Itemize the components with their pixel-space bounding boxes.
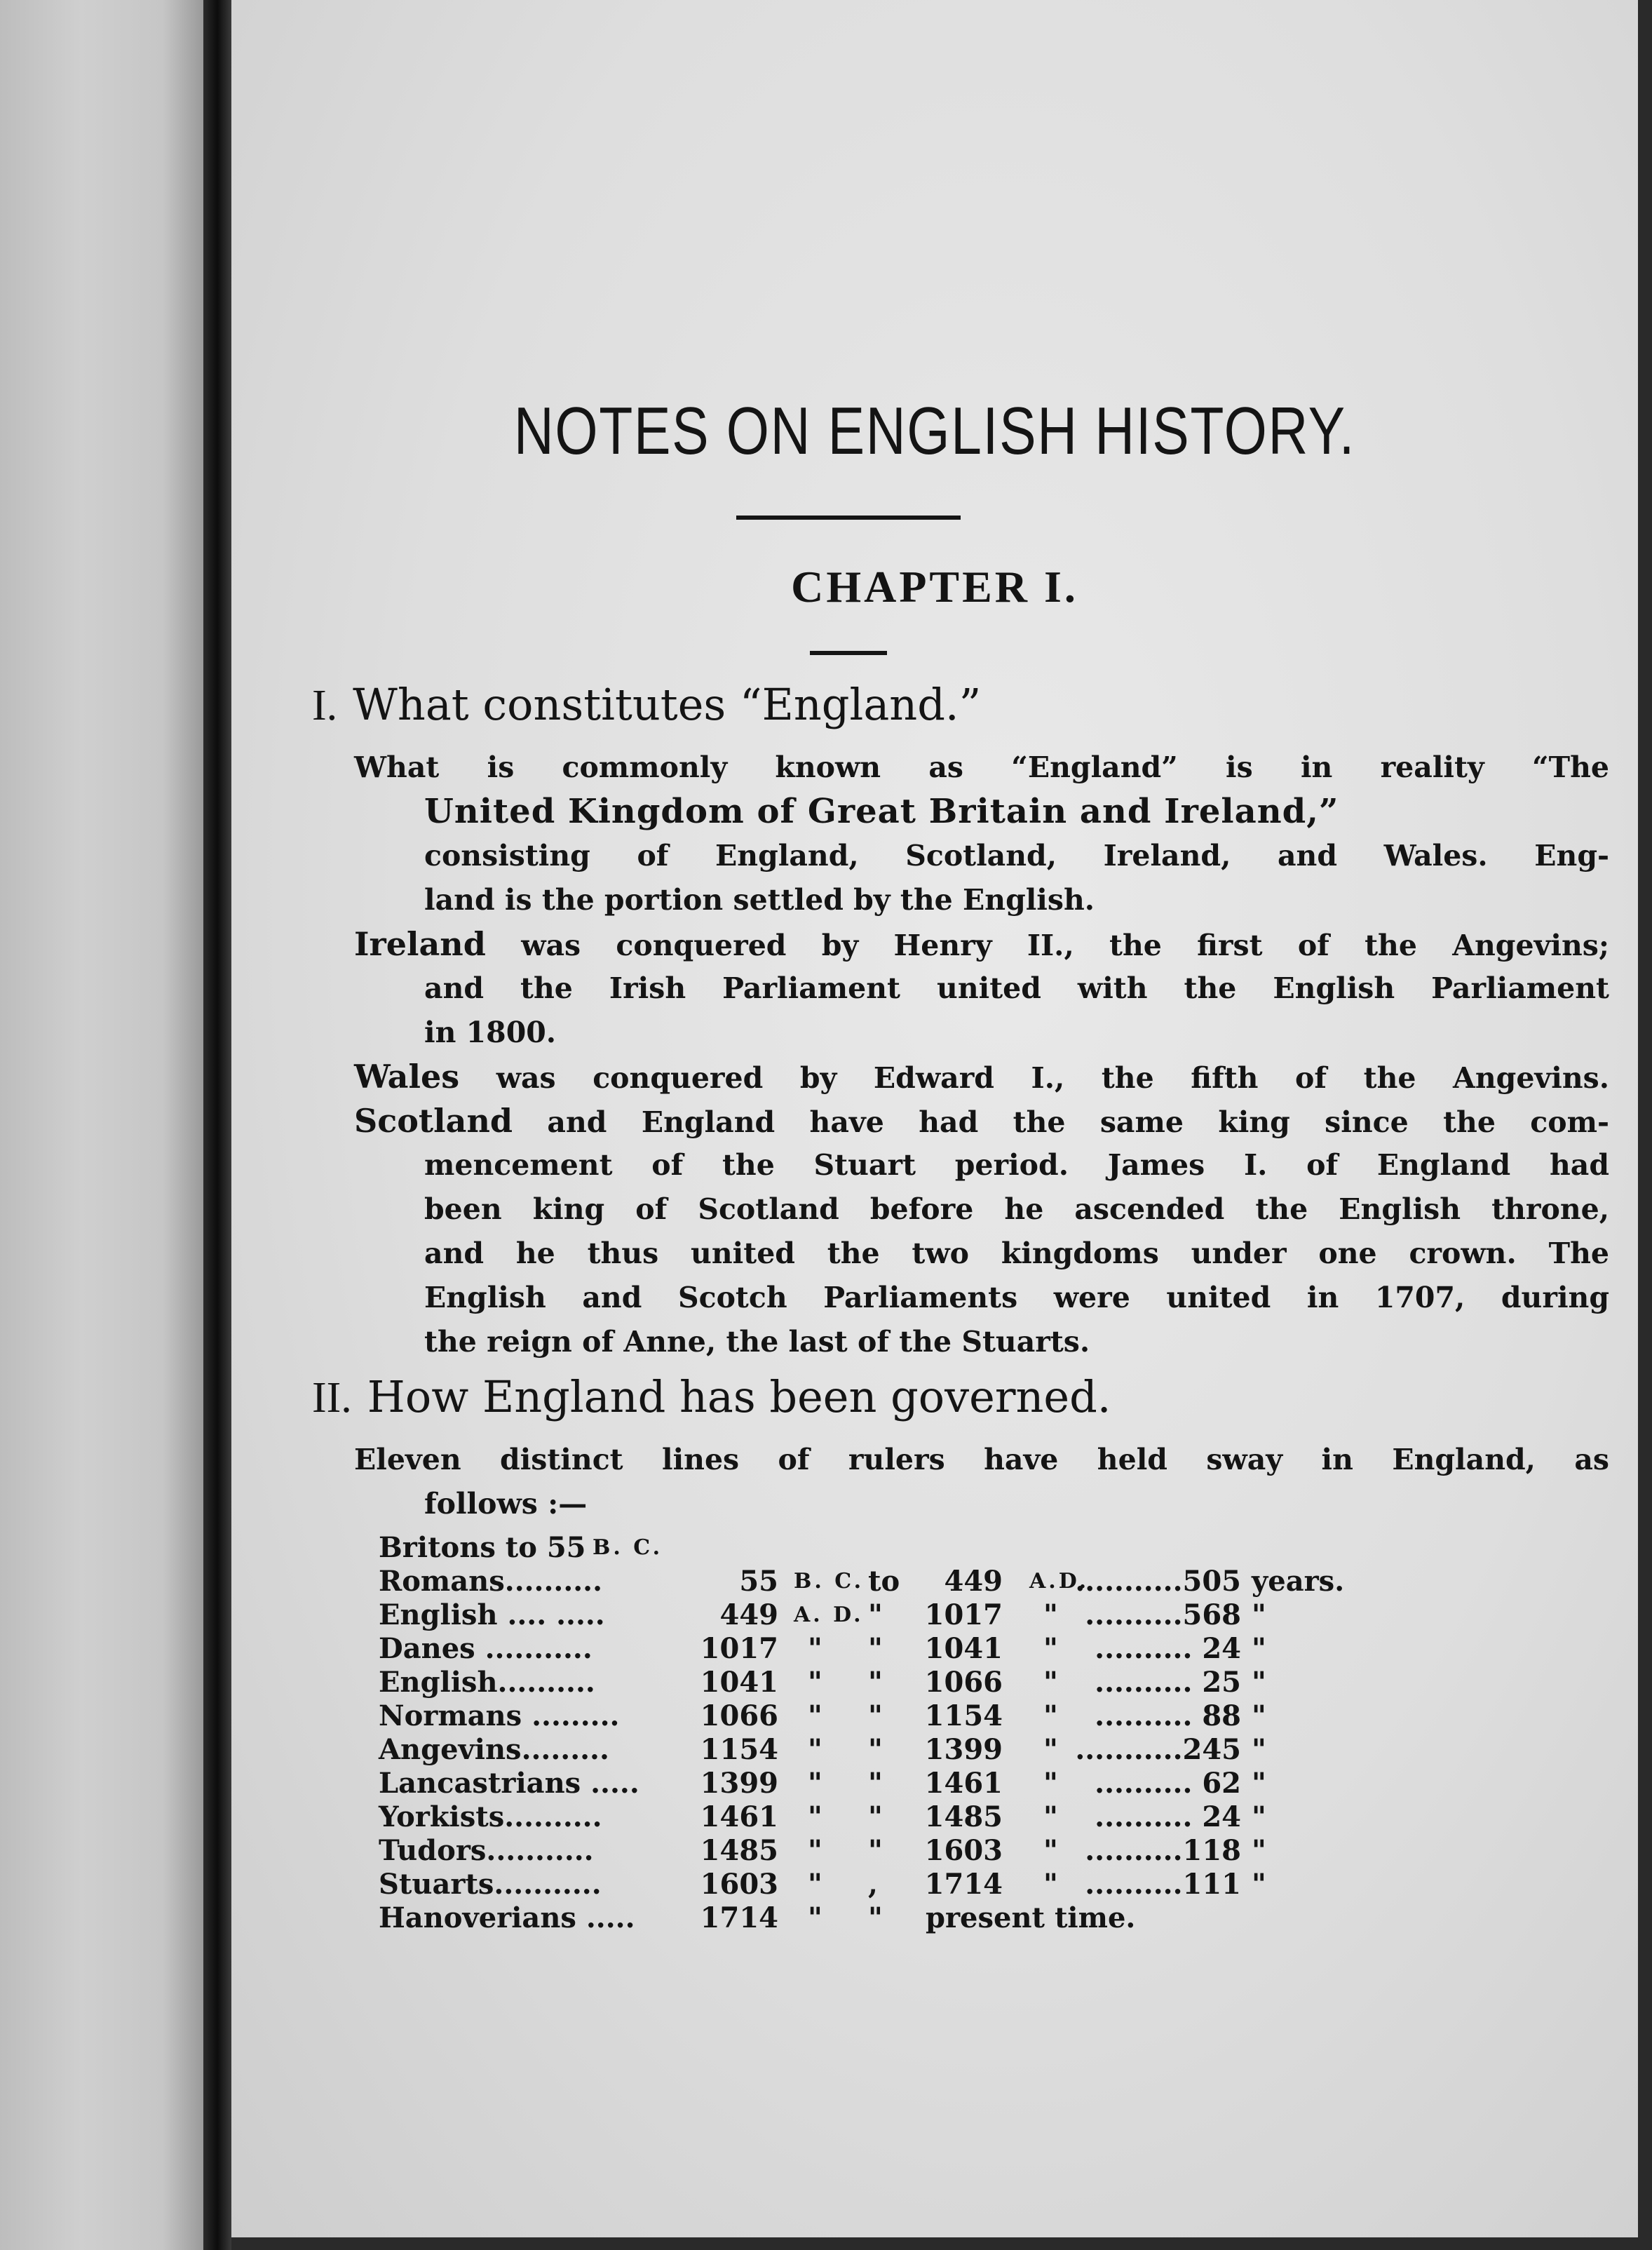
to-word: " <box>868 1834 883 1867</box>
text-span: was conquered by Henry II., the first of the Angevins; <box>485 929 1609 962</box>
start-era: A. D. <box>794 1603 864 1627</box>
text-line: English and Scotch Parliaments were united in 1707, during <box>424 1281 1609 1314</box>
text-line: consisting of England, Scotland, Ireland, and Wales. Eng- <box>424 839 1609 873</box>
paragraph-rulers-intro <box>354 1438 1609 1526</box>
text-line <box>354 1099 1609 1143</box>
duration-unit: " <box>1252 1834 1266 1867</box>
section-2-heading <box>312 1371 1111 1423</box>
duration: ...........505 <box>1075 1565 1241 1598</box>
era-label: B. C. <box>593 1535 663 1560</box>
paragraph-ireland <box>354 922 1609 1055</box>
start-year: 1461 <box>700 1800 778 1833</box>
duration: .......... 25 <box>1095 1666 1241 1699</box>
facing-page-strip <box>0 0 203 2250</box>
text-line <box>354 922 1609 966</box>
chapter-divider <box>810 651 887 655</box>
start-era: " <box>808 1901 822 1934</box>
duration: ...........245 <box>1075 1733 1241 1766</box>
duration: ..........118 <box>1085 1834 1241 1867</box>
book-page <box>231 0 1638 2237</box>
ruler-name: Angevins......... <box>379 1733 609 1766</box>
section-2-number: II. <box>312 1374 352 1422</box>
end-era: " <box>1043 1666 1058 1699</box>
end-era: " <box>1043 1598 1058 1631</box>
start-era: " <box>808 1733 822 1766</box>
text-line: and the Irish Parliament united with the English Parliament <box>424 971 1609 1005</box>
to-word: , <box>868 1868 878 1901</box>
end-year: 1041 <box>924 1632 1003 1665</box>
text-line: been king of Scotland before he ascended the English throne, <box>424 1192 1609 1226</box>
text-span: was conquered by Edward I., the fifth of the Angevins. <box>459 1061 1609 1095</box>
end-year: present time. <box>926 1901 1136 1934</box>
ruler-name: Lancastrians ..... <box>379 1767 639 1800</box>
start-year: 1485 <box>700 1834 778 1867</box>
end-year: 1603 <box>924 1834 1003 1867</box>
duration: .......... 24 <box>1095 1800 1241 1833</box>
end-year: 1461 <box>924 1767 1003 1800</box>
lead-word-wales: Wales <box>354 1058 460 1096</box>
end-year: 1485 <box>924 1800 1003 1833</box>
page-title: NOTES ON ENGLISH HISTORY. <box>513 393 1356 469</box>
text-line: in 1800. <box>424 1016 557 1049</box>
ruler-name: Stuarts........... <box>379 1868 602 1901</box>
duration-unit: years. <box>1252 1565 1345 1598</box>
end-year: 1399 <box>924 1733 1003 1766</box>
duration: ..........568 <box>1085 1598 1241 1631</box>
duration-unit: " <box>1252 1699 1266 1732</box>
start-year: 1603 <box>700 1868 778 1901</box>
ruler-name: Danes ........... <box>379 1632 593 1665</box>
to-word: " <box>868 1800 883 1833</box>
to-word: " <box>868 1666 883 1699</box>
ruler-name: English.......... <box>379 1666 595 1699</box>
to-word: " <box>868 1699 883 1732</box>
start-year: 55 <box>739 1565 778 1598</box>
text-line: What is commonly known as “England” is in reality “The <box>354 750 1609 784</box>
start-year: 1714 <box>700 1901 778 1934</box>
end-era: A.D. <box>1029 1569 1090 1594</box>
end-era: " <box>1043 1632 1058 1665</box>
ruler-name: Hanoverians ..... <box>379 1901 635 1934</box>
duration-unit: " <box>1252 1598 1266 1631</box>
end-year: 449 <box>944 1565 1003 1598</box>
start-year: 1399 <box>700 1767 778 1800</box>
to-word: " <box>868 1767 883 1800</box>
duration: .......... 88 <box>1095 1699 1241 1732</box>
start-year: 1017 <box>700 1632 778 1665</box>
start-year: 1041 <box>700 1666 778 1699</box>
ruler-name: Britons to 55 <box>379 1531 586 1564</box>
ruler-name: Yorkists.......... <box>379 1800 602 1833</box>
start-year: 1066 <box>700 1699 778 1732</box>
duration: .......... 24 <box>1095 1632 1241 1665</box>
text-line: follows :— <box>424 1487 588 1521</box>
to-word: " <box>868 1598 883 1631</box>
section-1-heading <box>312 679 981 731</box>
text-line: the reign of Anne, the last of the Stuarts. <box>424 1325 1090 1359</box>
section-1-title: What constitutes “England.” <box>353 679 982 730</box>
end-era: " <box>1043 1733 1058 1766</box>
to-word: " <box>868 1632 883 1665</box>
chapter-heading: CHAPTER I. <box>791 562 1078 612</box>
ruler-name: Normans ......... <box>379 1699 620 1732</box>
paragraph-england <box>354 746 1609 922</box>
section-2-title: How England has been governed. <box>367 1371 1111 1422</box>
to-word: " <box>868 1901 883 1934</box>
paragraph-wales <box>354 1055 1609 1099</box>
lead-word-ireland: Ireland <box>354 925 486 963</box>
duration-unit: " <box>1252 1632 1266 1665</box>
ruler-name: Tudors........... <box>379 1834 594 1867</box>
duration-unit: " <box>1252 1733 1266 1766</box>
end-era: " <box>1043 1834 1058 1867</box>
start-year: 1154 <box>700 1733 778 1766</box>
duration: .......... 62 <box>1095 1767 1241 1800</box>
start-year: 449 <box>719 1598 778 1631</box>
end-year: 1714 <box>924 1868 1003 1901</box>
text-span: and England have had the same king since the com- <box>513 1105 1609 1139</box>
ruler-name: Romans.......... <box>379 1565 603 1598</box>
to-word: to <box>868 1565 900 1598</box>
end-era: " <box>1043 1800 1058 1833</box>
to-word: " <box>868 1733 883 1766</box>
title-divider <box>736 516 961 520</box>
start-era: " <box>808 1834 822 1867</box>
text-line: and he thus united the two kingdoms under one crown. The <box>424 1237 1609 1270</box>
text-line: United Kingdom of Great Britain and Ireland,” <box>424 792 1339 831</box>
text-line: land is the portion settled by the English. <box>424 883 1095 917</box>
start-era: B. C. <box>794 1569 865 1594</box>
paragraph-scotland <box>354 1099 1609 1364</box>
duration: ..........111 <box>1085 1868 1241 1901</box>
text-line: Eleven distinct lines of rulers have held sway in England, as <box>354 1443 1609 1476</box>
duration-unit: " <box>1252 1666 1266 1699</box>
ruler-name: English .... ..... <box>379 1598 605 1631</box>
start-era: " <box>808 1767 822 1800</box>
lead-word-scotland: Scotland <box>354 1102 513 1140</box>
duration-unit: " <box>1252 1868 1266 1901</box>
start-era: " <box>808 1868 822 1901</box>
end-year: 1154 <box>924 1699 1003 1732</box>
end-year: 1066 <box>924 1666 1003 1699</box>
end-era: " <box>1043 1699 1058 1732</box>
section-1-number: I. <box>312 682 338 729</box>
end-year: 1017 <box>924 1598 1003 1631</box>
duration-unit: " <box>1252 1767 1266 1800</box>
start-era: " <box>808 1699 822 1732</box>
text-line <box>354 1055 1609 1099</box>
start-era: " <box>808 1800 822 1833</box>
start-era: " <box>808 1666 822 1699</box>
book-gutter <box>203 0 231 2250</box>
text-line: mencement of the Stuart period. James I. of England had <box>424 1148 1609 1182</box>
end-era: " <box>1043 1767 1058 1800</box>
end-era: " <box>1043 1868 1058 1901</box>
start-era: " <box>808 1632 822 1665</box>
duration-unit: " <box>1252 1800 1266 1833</box>
